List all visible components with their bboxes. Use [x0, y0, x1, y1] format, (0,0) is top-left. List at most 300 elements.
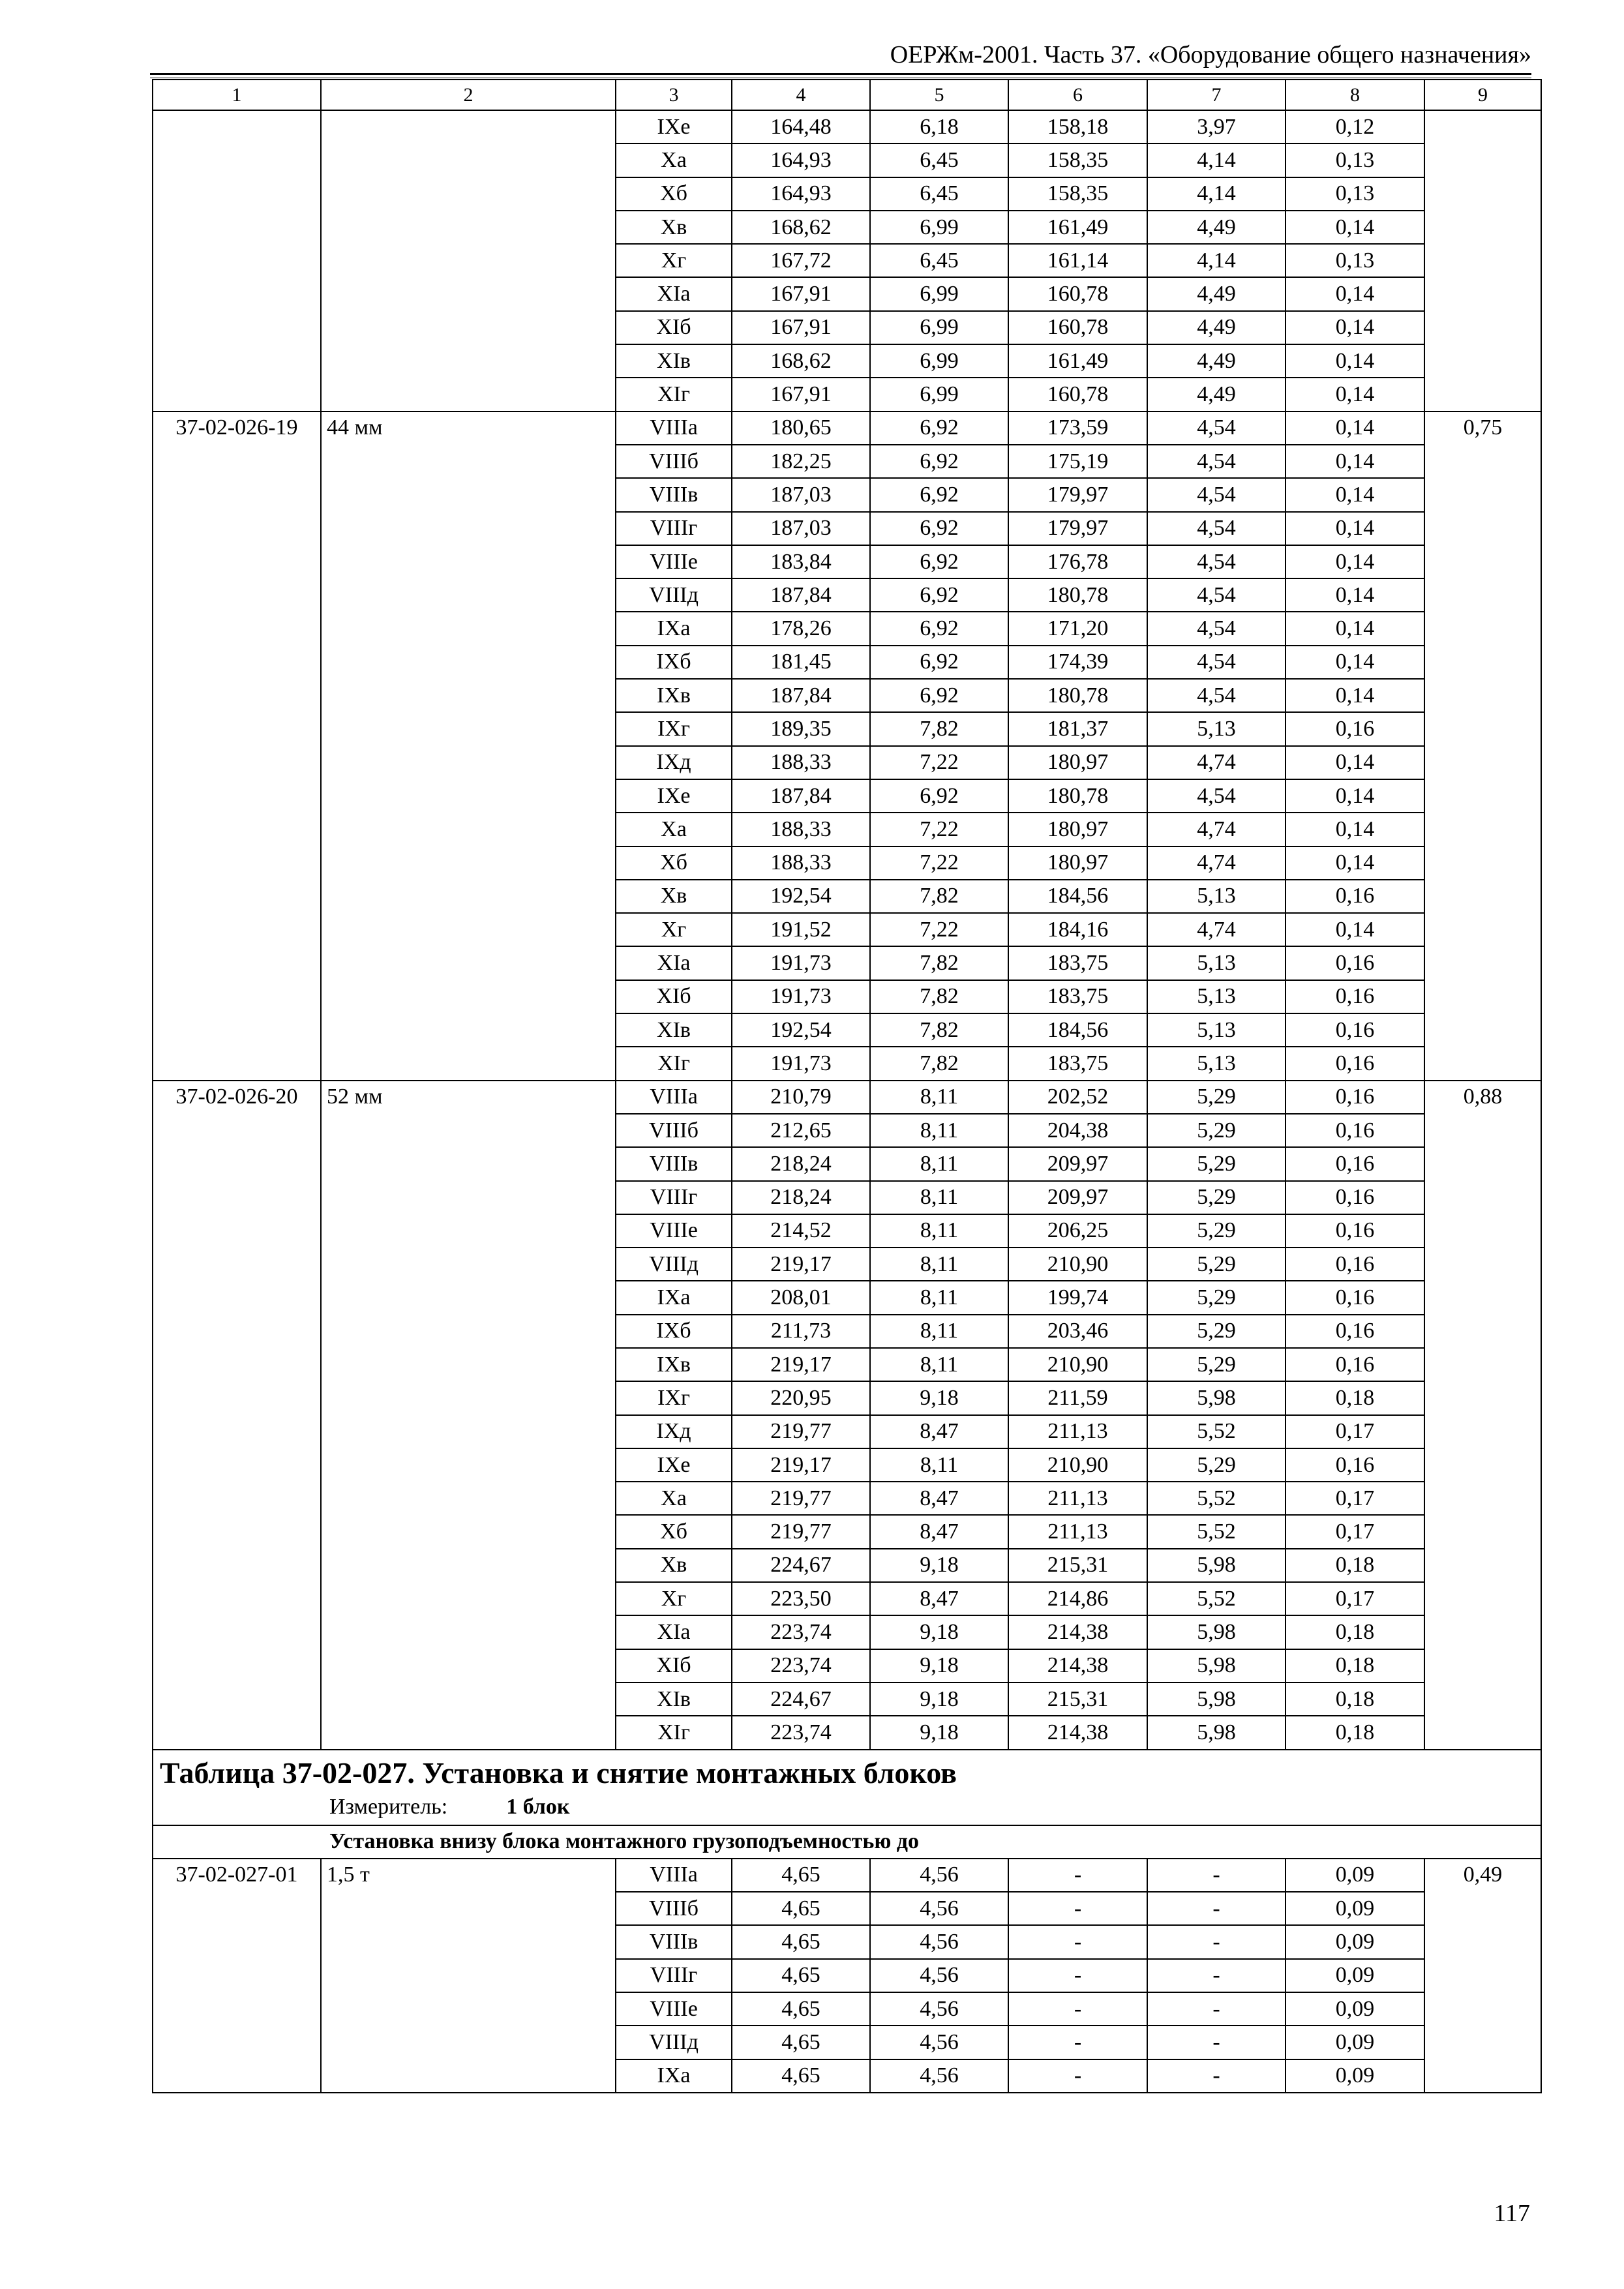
direct-cost-cell: 218,24: [732, 1181, 870, 1214]
machines-cell: 210,90: [1008, 1448, 1147, 1482]
direct-cost-cell: 183,84: [732, 545, 870, 578]
machines-cell: 180,97: [1008, 746, 1147, 779]
machines-cell: 179,97: [1008, 512, 1147, 545]
machinist-wages-cell: -: [1147, 1992, 1286, 2026]
table-row: [153, 1859, 1541, 1892]
wages-cell: 6,92: [870, 445, 1008, 478]
wages-cell: 4,56: [870, 1959, 1008, 1992]
machinist-wages-cell: 5,13: [1147, 880, 1286, 913]
zone-cell: VIIIа: [616, 1081, 732, 1114]
machines-cell: 184,16: [1008, 913, 1147, 946]
column-number-3: 3: [616, 80, 732, 110]
machinist-wages-cell: 5,29: [1147, 1181, 1286, 1214]
materials-cell: 0,18: [1286, 1615, 1424, 1649]
machinist-wages-cell: 4,54: [1147, 411, 1286, 445]
zone-cell: Xб: [616, 177, 732, 211]
machines-cell: 179,97: [1008, 478, 1147, 511]
machinist-wages-cell: 4,74: [1147, 846, 1286, 880]
table-row: [153, 110, 1541, 143]
materials-cell: 0,16: [1286, 712, 1424, 745]
machines-cell: 214,86: [1008, 1582, 1147, 1615]
materials-cell: 0,14: [1286, 512, 1424, 545]
zone-cell: IXг: [616, 1381, 732, 1414]
rate-code: [153, 110, 321, 411]
machines-cell: 202,52: [1008, 1081, 1147, 1114]
rate-name: [321, 110, 616, 411]
machines-cell: 160,78: [1008, 277, 1147, 310]
zone-cell: IXд: [616, 746, 732, 779]
machines-cell: 184,56: [1008, 1013, 1147, 1047]
direct-cost-cell: 224,67: [732, 1549, 870, 1582]
materials-cell: 0,16: [1286, 1181, 1424, 1214]
direct-cost-cell: 168,62: [732, 344, 870, 378]
direct-cost-cell: 223,74: [732, 1649, 870, 1683]
column-9-value: 0,49: [1424, 1859, 1541, 2093]
machines-cell: 183,75: [1008, 1047, 1147, 1080]
direct-cost-cell: 187,03: [732, 512, 870, 545]
zone-cell: VIIIв: [616, 1925, 732, 1958]
table-row: [153, 1081, 1541, 1114]
zone-cell: VIIIд: [616, 578, 732, 612]
machinist-wages-cell: 4,54: [1147, 545, 1286, 578]
machinist-wages-cell: 5,13: [1147, 1047, 1286, 1080]
direct-cost-cell: 164,93: [732, 143, 870, 177]
wages-cell: 8,11: [870, 1181, 1008, 1214]
zone-cell: XIв: [616, 1013, 732, 1047]
machinist-wages-cell: 5,29: [1147, 1214, 1286, 1248]
direct-cost-cell: 4,65: [732, 1992, 870, 2026]
machines-cell: -: [1008, 1959, 1147, 1992]
zone-cell: IXб: [616, 646, 732, 679]
machinist-wages-cell: 4,74: [1147, 913, 1286, 946]
materials-cell: 0,16: [1286, 1047, 1424, 1080]
machines-cell: 183,75: [1008, 980, 1147, 1013]
machinist-wages-cell: 4,54: [1147, 779, 1286, 813]
wages-cell: 7,22: [870, 746, 1008, 779]
wages-cell: 6,99: [870, 378, 1008, 411]
page-number: 117: [1494, 2200, 1530, 2227]
direct-cost-cell: 4,65: [732, 1925, 870, 1958]
machines-cell: 158,18: [1008, 110, 1147, 143]
column-9-value: [1424, 110, 1541, 411]
measure-value: 1 блок: [506, 1794, 570, 1819]
machines-cell: -: [1008, 1892, 1147, 1925]
machinist-wages-cell: 5,29: [1147, 1348, 1286, 1381]
machinist-wages-cell: 5,52: [1147, 1415, 1286, 1448]
direct-cost-cell: 189,35: [732, 712, 870, 745]
machinist-wages-cell: -: [1147, 2026, 1286, 2059]
rate-name: 52 мм: [321, 1081, 616, 1750]
materials-cell: 0,09: [1286, 1925, 1424, 1958]
zone-cell: IXа: [616, 2059, 732, 2093]
machines-cell: 211,13: [1008, 1482, 1147, 1515]
machinist-wages-cell: -: [1147, 1959, 1286, 1992]
zone-cell: IXе: [616, 110, 732, 143]
rate-name: 1,5 т: [321, 1859, 616, 2093]
zone-cell: IXе: [616, 779, 732, 813]
wages-cell: 9,18: [870, 1683, 1008, 1716]
zone-cell: Xа: [616, 813, 732, 846]
materials-cell: 0,14: [1286, 378, 1424, 411]
materials-cell: 0,16: [1286, 880, 1424, 913]
wages-cell: 6,45: [870, 244, 1008, 277]
machinist-wages-cell: 4,54: [1147, 679, 1286, 712]
materials-cell: 0,16: [1286, 1281, 1424, 1314]
zone-cell: Xг: [616, 1582, 732, 1615]
materials-cell: 0,14: [1286, 646, 1424, 679]
zone-cell: IXе: [616, 1448, 732, 1482]
machinist-wages-cell: -: [1147, 1925, 1286, 1958]
materials-cell: 0,14: [1286, 545, 1424, 578]
wages-cell: 6,92: [870, 612, 1008, 645]
machinist-wages-cell: 5,13: [1147, 1013, 1286, 1047]
machines-cell: 180,78: [1008, 578, 1147, 612]
column-number-9: 9: [1424, 80, 1541, 110]
wages-cell: 6,99: [870, 344, 1008, 378]
zone-cell: VIIIе: [616, 1992, 732, 2026]
machines-cell: 199,74: [1008, 1281, 1147, 1314]
machines-cell: 209,97: [1008, 1181, 1147, 1214]
zone-cell: XIб: [616, 311, 732, 344]
zone-cell: VIIIв: [616, 1147, 732, 1180]
materials-cell: 0,16: [1286, 946, 1424, 980]
table-heading-row: [153, 1750, 1541, 1825]
machinist-wages-cell: 5,13: [1147, 946, 1286, 980]
zone-cell: VIIIе: [616, 1214, 732, 1248]
machinist-wages-cell: 5,29: [1147, 1315, 1286, 1348]
direct-cost-cell: 223,50: [732, 1582, 870, 1615]
direct-cost-cell: 192,54: [732, 1013, 870, 1047]
machines-cell: 183,75: [1008, 946, 1147, 980]
machinist-wages-cell: 4,54: [1147, 612, 1286, 645]
wages-cell: 6,92: [870, 779, 1008, 813]
machinist-wages-cell: 4,54: [1147, 478, 1286, 511]
direct-cost-cell: 188,33: [732, 813, 870, 846]
materials-cell: 0,16: [1286, 1081, 1424, 1114]
zone-cell: IXг: [616, 712, 732, 745]
machines-cell: 180,78: [1008, 779, 1147, 813]
direct-cost-cell: 4,65: [732, 2026, 870, 2059]
zone-cell: IXд: [616, 1415, 732, 1448]
wages-cell: 8,11: [870, 1248, 1008, 1281]
machines-cell: 173,59: [1008, 411, 1147, 445]
zone-cell: VIIIд: [616, 2026, 732, 2059]
materials-cell: 0,16: [1286, 1013, 1424, 1047]
wages-cell: 7,82: [870, 1013, 1008, 1047]
column-number-1: 1: [153, 80, 321, 110]
machinist-wages-cell: 5,98: [1147, 1549, 1286, 1582]
machines-cell: 203,46: [1008, 1315, 1147, 1348]
zone-cell: VIIIг: [616, 1181, 732, 1214]
measure-label: Измеритель:: [329, 1794, 448, 1819]
materials-cell: 0,09: [1286, 1892, 1424, 1925]
materials-cell: 0,13: [1286, 244, 1424, 277]
zone-cell: XIа: [616, 1615, 732, 1649]
direct-cost-cell: 164,93: [732, 177, 870, 211]
direct-cost-cell: 219,77: [732, 1415, 870, 1448]
machinist-wages-cell: 4,49: [1147, 277, 1286, 310]
zone-cell: Xг: [616, 244, 732, 277]
materials-cell: 0,18: [1286, 1381, 1424, 1414]
direct-cost-cell: 187,03: [732, 478, 870, 511]
materials-cell: 0,09: [1286, 1859, 1424, 1892]
machinist-wages-cell: 4,14: [1147, 143, 1286, 177]
direct-cost-cell: 180,65: [732, 411, 870, 445]
materials-cell: 0,16: [1286, 1147, 1424, 1180]
machines-cell: 210,90: [1008, 1348, 1147, 1381]
wages-cell: 4,56: [870, 2059, 1008, 2093]
materials-cell: 0,16: [1286, 1248, 1424, 1281]
table-title: Таблица 37-02-027. Установка и снятие монтажных блоков: [160, 1756, 957, 1789]
materials-cell: 0,14: [1286, 344, 1424, 378]
machinist-wages-cell: 3,97: [1147, 110, 1286, 143]
wages-cell: 8,11: [870, 1448, 1008, 1482]
machines-cell: 206,25: [1008, 1214, 1147, 1248]
machinist-wages-cell: 5,29: [1147, 1147, 1286, 1180]
direct-cost-cell: 4,65: [732, 1859, 870, 1892]
wages-cell: 8,47: [870, 1482, 1008, 1515]
zone-cell: Xв: [616, 880, 732, 913]
direct-cost-cell: 164,48: [732, 110, 870, 143]
materials-cell: 0,18: [1286, 1683, 1424, 1716]
materials-cell: 0,14: [1286, 578, 1424, 612]
machines-cell: 175,19: [1008, 445, 1147, 478]
materials-cell: 0,12: [1286, 110, 1424, 143]
wages-cell: 7,82: [870, 946, 1008, 980]
direct-cost-cell: 208,01: [732, 1281, 870, 1314]
direct-cost-cell: 218,24: [732, 1147, 870, 1180]
machinist-wages-cell: 4,54: [1147, 445, 1286, 478]
wages-cell: 7,82: [870, 1047, 1008, 1080]
zone-cell: IXа: [616, 1281, 732, 1314]
materials-cell: 0,14: [1286, 445, 1424, 478]
materials-cell: 0,14: [1286, 913, 1424, 946]
wages-cell: 6,18: [870, 110, 1008, 143]
column-number-7: 7: [1147, 80, 1286, 110]
direct-cost-cell: 192,54: [732, 880, 870, 913]
zone-cell: VIIIд: [616, 1248, 732, 1281]
direct-cost-cell: 181,45: [732, 646, 870, 679]
machinist-wages-cell: 4,14: [1147, 244, 1286, 277]
direct-cost-cell: 167,91: [732, 277, 870, 310]
materials-cell: 0,14: [1286, 846, 1424, 880]
machines-cell: 211,59: [1008, 1381, 1147, 1414]
rate-code: 37-02-027-01: [153, 1859, 321, 2093]
direct-cost-cell: 188,33: [732, 746, 870, 779]
machinist-wages-cell: 4,54: [1147, 578, 1286, 612]
wages-cell: 8,47: [870, 1515, 1008, 1548]
direct-cost-cell: 214,52: [732, 1214, 870, 1248]
machinist-wages-cell: 5,52: [1147, 1582, 1286, 1615]
machinist-wages-cell: 5,98: [1147, 1615, 1286, 1649]
wages-cell: 4,56: [870, 1992, 1008, 2026]
machinist-wages-cell: 4,54: [1147, 512, 1286, 545]
machinist-wages-cell: 5,98: [1147, 1683, 1286, 1716]
machines-cell: 214,38: [1008, 1716, 1147, 1749]
zone-cell: VIIIб: [616, 445, 732, 478]
materials-cell: 0,14: [1286, 813, 1424, 846]
machines-cell: 210,90: [1008, 1248, 1147, 1281]
wages-cell: 6,45: [870, 143, 1008, 177]
machinist-wages-cell: 4,54: [1147, 646, 1286, 679]
direct-cost-cell: 167,72: [732, 244, 870, 277]
wages-cell: 7,22: [870, 846, 1008, 880]
table-heading: [153, 1750, 1541, 1825]
machines-cell: -: [1008, 1992, 1147, 2026]
zone-cell: VIIIб: [616, 1892, 732, 1925]
materials-cell: 0,16: [1286, 980, 1424, 1013]
wages-cell: 7,22: [870, 813, 1008, 846]
direct-cost-cell: 167,91: [732, 378, 870, 411]
zone-cell: IXв: [616, 1348, 732, 1381]
wages-cell: 8,11: [870, 1281, 1008, 1314]
materials-cell: 0,14: [1286, 779, 1424, 813]
direct-cost-cell: 191,73: [732, 980, 870, 1013]
materials-cell: 0,18: [1286, 1649, 1424, 1683]
materials-cell: 0,17: [1286, 1515, 1424, 1548]
zone-cell: XIг: [616, 1047, 732, 1080]
table-row: [153, 411, 1541, 445]
wages-cell: 8,47: [870, 1582, 1008, 1615]
machinist-wages-cell: 4,49: [1147, 344, 1286, 378]
machines-cell: 214,38: [1008, 1649, 1147, 1683]
machines-cell: 160,78: [1008, 378, 1147, 411]
machinist-wages-cell: 4,49: [1147, 378, 1286, 411]
zone-cell: Xг: [616, 913, 732, 946]
materials-cell: 0,09: [1286, 1959, 1424, 1992]
header-rule: [150, 73, 1531, 75]
wages-cell: 6,99: [870, 277, 1008, 310]
wages-cell: 6,92: [870, 512, 1008, 545]
direct-cost-cell: 167,91: [732, 311, 870, 344]
wages-cell: 6,92: [870, 679, 1008, 712]
wages-cell: 6,92: [870, 478, 1008, 511]
machinist-wages-cell: 4,74: [1147, 813, 1286, 846]
zone-cell: XIа: [616, 946, 732, 980]
rate-name: 44 мм: [321, 411, 616, 1081]
machines-cell: -: [1008, 2026, 1147, 2059]
subheading-row: [153, 1825, 1541, 1859]
wages-cell: 8,11: [870, 1081, 1008, 1114]
machinist-wages-cell: 5,13: [1147, 980, 1286, 1013]
machinist-wages-cell: 5,29: [1147, 1281, 1286, 1314]
wages-cell: 6,99: [870, 311, 1008, 344]
machinist-wages-cell: -: [1147, 2059, 1286, 2093]
materials-cell: 0,16: [1286, 1214, 1424, 1248]
direct-cost-cell: 220,95: [732, 1381, 870, 1414]
zone-cell: VIIIа: [616, 1859, 732, 1892]
direct-cost-cell: 211,73: [732, 1315, 870, 1348]
zone-cell: Xб: [616, 846, 732, 880]
zone-cell: XIб: [616, 1649, 732, 1683]
direct-cost-cell: 4,65: [732, 1959, 870, 1992]
wages-cell: 8,47: [870, 1415, 1008, 1448]
wages-cell: 9,18: [870, 1716, 1008, 1749]
direct-cost-cell: 187,84: [732, 578, 870, 612]
wages-cell: 7,82: [870, 880, 1008, 913]
direct-cost-cell: 191,52: [732, 913, 870, 946]
wages-cell: 7,82: [870, 712, 1008, 745]
zone-cell: Xа: [616, 143, 732, 177]
materials-cell: 0,17: [1286, 1482, 1424, 1515]
machines-cell: 209,97: [1008, 1147, 1147, 1180]
direct-cost-cell: 219,77: [732, 1515, 870, 1548]
zone-cell: IXа: [616, 612, 732, 645]
materials-cell: 0,14: [1286, 311, 1424, 344]
machines-cell: -: [1008, 1925, 1147, 1958]
machinist-wages-cell: 4,14: [1147, 177, 1286, 211]
column-number-4: 4: [732, 80, 870, 110]
machinist-wages-cell: 5,29: [1147, 1248, 1286, 1281]
zone-cell: XIг: [616, 1716, 732, 1749]
materials-cell: 0,13: [1286, 143, 1424, 177]
materials-cell: 0,17: [1286, 1582, 1424, 1615]
zone-cell: VIIIе: [616, 545, 732, 578]
machines-cell: 214,38: [1008, 1615, 1147, 1649]
wages-cell: 4,56: [870, 1892, 1008, 1925]
direct-cost-cell: 219,17: [732, 1348, 870, 1381]
zone-cell: VIIIв: [616, 478, 732, 511]
wages-cell: 9,18: [870, 1615, 1008, 1649]
materials-cell: 0,14: [1286, 746, 1424, 779]
direct-cost-cell: 191,73: [732, 946, 870, 980]
machines-cell: 174,39: [1008, 646, 1147, 679]
wages-cell: 4,56: [870, 1859, 1008, 1892]
zone-cell: Xа: [616, 1482, 732, 1515]
materials-cell: 0,18: [1286, 1716, 1424, 1749]
machines-cell: 176,78: [1008, 545, 1147, 578]
materials-cell: 0,14: [1286, 411, 1424, 445]
column-9-value: 0,75: [1424, 411, 1541, 1081]
machinist-wages-cell: 5,98: [1147, 1649, 1286, 1683]
zone-cell: VIIIб: [616, 1114, 732, 1147]
zone-cell: XIб: [616, 980, 732, 1013]
machines-cell: 161,14: [1008, 244, 1147, 277]
machinist-wages-cell: 5,29: [1147, 1114, 1286, 1147]
direct-cost-cell: 187,84: [732, 779, 870, 813]
measure-line: [160, 1792, 1534, 1822]
machinist-wages-cell: 5,13: [1147, 712, 1286, 745]
machinist-wages-cell: -: [1147, 1859, 1286, 1892]
direct-cost-cell: 210,79: [732, 1081, 870, 1114]
materials-cell: 0,09: [1286, 1992, 1424, 2026]
wages-cell: 8,11: [870, 1348, 1008, 1381]
direct-cost-cell: 223,74: [732, 1615, 870, 1649]
machines-cell: 180,97: [1008, 813, 1147, 846]
zone-cell: XIв: [616, 344, 732, 378]
column-number-5: 5: [870, 80, 1008, 110]
direct-cost-cell: 219,17: [732, 1248, 870, 1281]
wages-cell: 6,92: [870, 545, 1008, 578]
zone-cell: XIа: [616, 277, 732, 310]
wages-cell: 6,92: [870, 411, 1008, 445]
machines-cell: 211,13: [1008, 1515, 1147, 1548]
machines-cell: 215,31: [1008, 1549, 1147, 1582]
machines-cell: 215,31: [1008, 1683, 1147, 1716]
direct-cost-cell: 223,74: [732, 1716, 870, 1749]
machines-cell: 160,78: [1008, 311, 1147, 344]
machines-cell: 180,78: [1008, 679, 1147, 712]
machines-cell: 181,37: [1008, 712, 1147, 745]
machinist-wages-cell: 5,98: [1147, 1381, 1286, 1414]
materials-cell: 0,16: [1286, 1348, 1424, 1381]
machinist-wages-cell: 4,74: [1147, 746, 1286, 779]
rates-table: [152, 79, 1542, 2093]
direct-cost-cell: 168,62: [732, 211, 870, 244]
machines-cell: 158,35: [1008, 177, 1147, 211]
zone-cell: XIг: [616, 378, 732, 411]
zone-cell: IXб: [616, 1315, 732, 1348]
